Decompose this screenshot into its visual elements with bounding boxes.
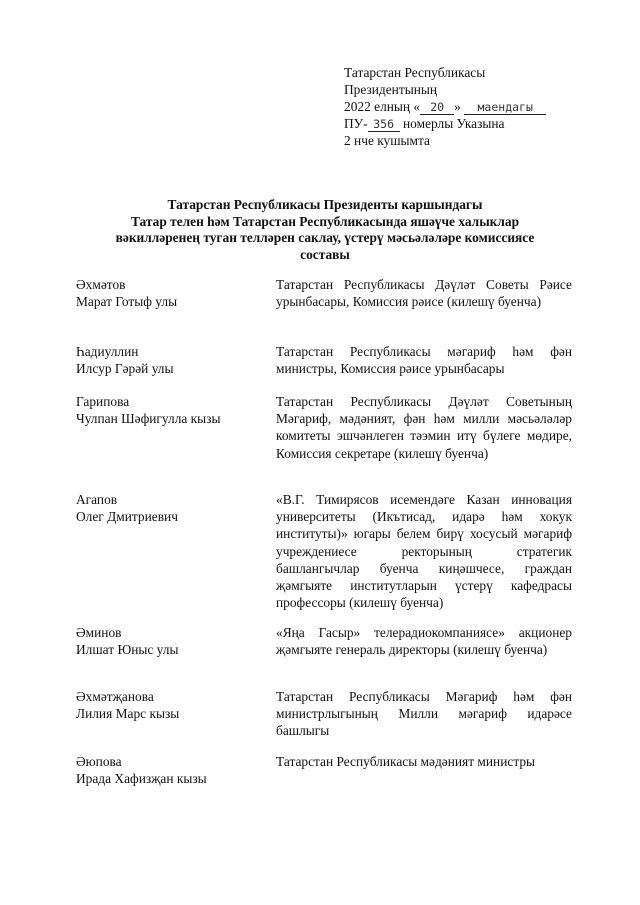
- attachment-header: [344, 64, 546, 149]
- number-prefix: ПУ-: [344, 116, 368, 131]
- member-given-name: Ирада Хафизҗан кызы: [76, 771, 207, 786]
- member-position: Татарстан Республикасы Дәүләт Советының Мәгариф, мәдәният, фән һәм милли мәсьәләләр комитеты эшчәнлеген тәэмин итү бүлеге мөдире, Комиссия секретаре (килешү буенча): [276, 394, 572, 461]
- member-name: [76, 491, 256, 525]
- day-suffix: »: [454, 99, 461, 114]
- member-position: Татарстан Республикасы мәгариф һәм фән министры, Комиссия рәисе урынбасары: [276, 344, 572, 377]
- member-given-name: Марат Готыф улы: [76, 294, 178, 309]
- handwritten-day: 20: [420, 101, 454, 115]
- member-name: [76, 343, 256, 377]
- member-surname: Агапов: [76, 492, 118, 507]
- member-given-name: Илшат Юныс улы: [76, 642, 179, 657]
- member-given-name: Олег Дмитриевич: [76, 509, 178, 524]
- member-surname: Һадиуллин: [76, 344, 139, 359]
- header-line-1: Татарстан Республикасы: [344, 65, 486, 80]
- member-name: [76, 393, 256, 427]
- year-prefix: 2022 елның «: [344, 99, 421, 114]
- member-position: «В.Г. Тимирясов исемендәге Казан инновация университеты (Икътисад, идарә һәм хокук институты)» югары белем бирү хосусый мәгариф учреждениесе ректорының стратегик башлангычлар буенча киңәшчесе, граждан җәмгыяте институтларын үстерү кафедрасы профессоры (килешү буенча): [276, 492, 572, 611]
- header-line-5: 2 нче кушымта: [344, 133, 430, 148]
- member-position: Татарстан Республикасы Дәүләт Советы Рәисе урынбасары, Комиссия рәисе (килешү буенча): [276, 277, 572, 310]
- member-position: «Яңа Гасыр» телерадиокомпаниясе» акционер җәмгыяте генераль директоры (килешү буенча): [276, 625, 572, 658]
- member-name: [76, 276, 256, 310]
- title-line-1: Татарстан Республикасы Президенты каршындагы: [167, 197, 483, 212]
- header-date-line: [344, 98, 546, 115]
- member-surname: Әюпова: [76, 754, 122, 769]
- member-surname: Әхмәтҗанова: [76, 689, 154, 704]
- member-given-name: Илсур Гәрәй улы: [76, 361, 174, 376]
- header-line-2: Президентының: [344, 82, 438, 97]
- title-line-4: составы: [300, 246, 350, 262]
- member-position: Татарстан Республикасы мәдәният министры: [276, 754, 536, 769]
- member-surname: Әминов: [76, 625, 122, 640]
- member-surname: Гарипова: [76, 394, 130, 409]
- member-position: Татарстан Республикасы Мәгариф һәм фән министрлыгының Милли мәгариф идарәсе башлыгы: [276, 689, 572, 739]
- member-given-name: Лилия Марс кызы: [76, 706, 180, 721]
- title-line-2: Татар телен һәм Татарстан Республикасында яшәүче халыклар: [130, 213, 520, 229]
- document-title: [80, 197, 570, 263]
- member-name: [76, 753, 256, 787]
- handwritten-number: 356: [368, 118, 400, 132]
- member-given-name: Чулпан Шәфигулла кызы: [76, 411, 221, 426]
- member-name: [76, 624, 256, 658]
- member-surname: Әхмәтов: [76, 277, 126, 292]
- title-line-3: вәкилләренең туган телләрен саклау, үстерү мәсьәләләре комиссиясе: [115, 230, 535, 245]
- number-suffix: номерлы Указына: [402, 116, 505, 131]
- header-number-line: [344, 115, 546, 132]
- member-name: [76, 688, 256, 722]
- handwritten-month: маендагы: [464, 101, 546, 115]
